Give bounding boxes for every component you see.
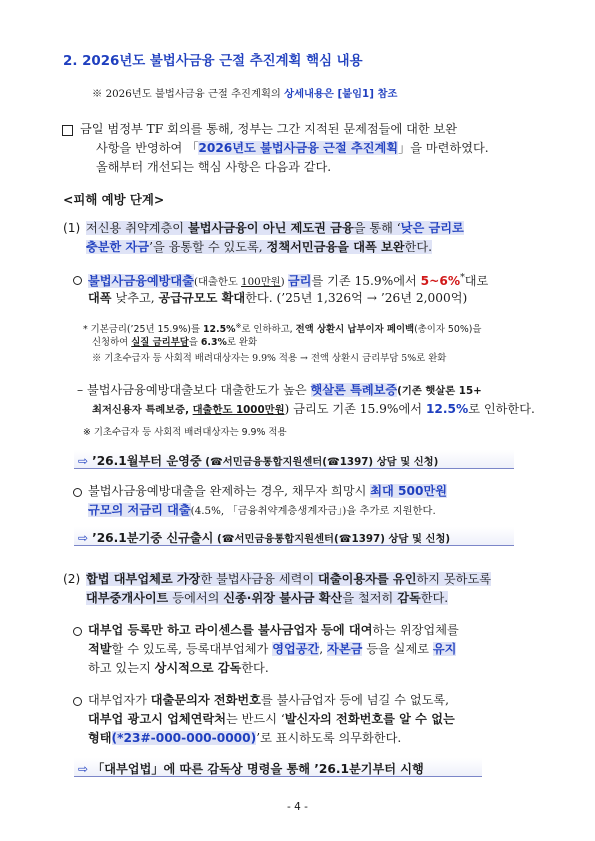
para1-line3: 올해부터 개선되는 핵심 사항은 다음과 같다.: [96, 160, 332, 174]
b3-l2-f: 등을 실제로: [362, 642, 433, 656]
circle-bullet-icon: [73, 627, 82, 636]
heading-prevention-stage: <피해 예방 단계>: [63, 192, 165, 207]
circle-bullet-icon: [73, 488, 82, 497]
b2-l1-b: 최대 500만원: [370, 484, 448, 498]
item2-l2-e: 감독: [397, 591, 421, 605]
item2-l1-b: 한 불법사금융 세력이: [200, 572, 319, 586]
b1-l1-b: (대출한도: [193, 276, 242, 289]
dash1-l2-a: 최저신용자 특례보증,: [92, 404, 193, 416]
b2-line1: [88, 483, 447, 499]
result-line-3-content: [78, 762, 424, 776]
fn1-line2: [92, 336, 257, 349]
fn1-l1-d: 로 인하하고,: [241, 324, 296, 336]
fn1-l2-b: 실질 금리부담: [131, 337, 189, 348]
fn1-l1-f: (총이자 50%)을: [414, 324, 482, 336]
item1-l1-c: 을 통해 ‘: [353, 221, 401, 235]
circle-bullet-icon: [73, 697, 82, 706]
result-line-2: [74, 527, 514, 546]
b1-l1-c: 100만원: [241, 276, 281, 289]
item1-l2-d: 한다.: [404, 240, 432, 254]
result-line-1: [74, 450, 514, 469]
b4-line3: [88, 730, 401, 746]
note-reference: [92, 87, 397, 101]
right-arrow-icon: ⇨: [78, 762, 89, 776]
item2-line1: [86, 571, 491, 587]
b1-l2-a: 대폭: [88, 291, 112, 305]
b1-l1-g: 5~6%: [420, 274, 461, 289]
item1-l1-d: 낮은 금리로: [400, 221, 464, 235]
item1-l2-c: 정책서민금융을 대폭 보완: [266, 240, 405, 254]
item2-l1-c: 대출이용자를 유인: [318, 572, 417, 586]
right-arrow-icon: ⇨: [78, 454, 89, 468]
item1-number: (1): [63, 221, 81, 235]
b4-line1: [88, 692, 449, 708]
b1-l2-d: 한다. (’25년 1,326억 → ’26년 2,000억): [245, 291, 468, 305]
item1-line1: [86, 220, 464, 236]
item2-l2-d: 을 철저히: [342, 591, 398, 605]
b3-l3-c: 한다.: [241, 661, 269, 675]
arrow2-a: ’26.1분기중 신규출시: [92, 531, 214, 545]
circle-bullet-icon: [73, 276, 82, 285]
dash1-l1-b: 햇살론 특례보증: [310, 383, 398, 397]
para1-line1: 금일 범정부 TF 회의를 통해, 정부는 그간 지적된 문제점들에 대한 보완: [80, 122, 458, 136]
b2-line2: [88, 502, 436, 518]
b1-l1-f: 를 기존 15.9%에서: [311, 274, 421, 289]
item2-l1-a: 합법 대부업체로 가장: [86, 572, 201, 586]
b3-l2-d: ,: [319, 642, 328, 656]
b2-l2-b: (4.5%, 「금융취약계층생계자금」)을 추가로 지원한다.: [190, 505, 436, 517]
dash1-l1-c: (기존 햇살론 15+: [397, 385, 482, 397]
item2-l2-b: 등에서의: [168, 591, 224, 605]
b3-l3-b: 상시적으로 감독: [154, 661, 242, 675]
para1-line2-b: 」을 마련하였다.: [398, 141, 489, 155]
para1-line2-a: 사항을 반영하여 「: [96, 141, 199, 155]
checkbox-square-bullet: [62, 125, 73, 136]
b3-l2-c: 영업공간: [272, 642, 320, 656]
b1-l2-c: 공급규모도 확대: [158, 291, 246, 305]
section-title: 2. 2026년도 불법사금융 근절 추진계획 핵심 내용: [63, 54, 363, 69]
result-line-2-content: [78, 531, 450, 545]
item2-l1-d: 하지 못하도록: [416, 572, 491, 586]
b4-l1-c: 를 불사금업자 등에 넘길 수 없도록,: [260, 693, 450, 707]
fn1-l2-c: 을: [188, 337, 201, 348]
b3-line2: [88, 641, 456, 657]
arrow1-b: (☎서민금융통합지원센터(☎1397) 상담 및 신청): [201, 456, 439, 468]
fn1-l1-a: * 기본금리(’25년 15.9%)를: [83, 324, 203, 336]
b1-l1-h: *: [460, 272, 465, 283]
b3-line3: [88, 660, 269, 676]
note-reference-text: ※ 2026년도 불법사금융 근절 추진계획의: [92, 88, 285, 100]
b1-l1-a: 불법사금융예방대출: [88, 274, 194, 289]
dash1-l1-a: – 불법사금융예방대출보다 대출한도가 높은: [77, 383, 311, 397]
b3-l2-e: 자본금: [327, 642, 363, 656]
fn1-l2-e: 로 완화: [226, 337, 258, 348]
dash1-l2-e: 로 인하한다.: [468, 402, 535, 416]
b2-l1-a: 불법사금융예방대출을 완제하는 경우, 채무자 희망시: [88, 484, 371, 498]
b3-l1-b: 하는 위장업체를: [372, 623, 459, 637]
b4-l2-b: 는 반드시 ‘: [226, 712, 285, 726]
b4-line2: [88, 711, 455, 727]
b3-l3-a: 하고 있는지: [88, 661, 155, 675]
b1-l1-e: 금리: [287, 274, 312, 289]
fn1-l1-c: ※: [235, 322, 242, 330]
b4-l2-a: 대부업 광고시 업체연락처: [88, 712, 226, 726]
b1-l2-b: 낮추고,: [111, 291, 159, 305]
note-reference-bold: 상세내용은 [붙임1] 참조: [284, 88, 398, 100]
arrow1-a: ’26.1월부터 운영중: [92, 454, 202, 468]
item2-line2: [86, 590, 448, 606]
fn1-l1-b: 12.5%: [202, 324, 236, 336]
fn1-l1-e: 전액 상환시 납부이자 페이백: [295, 324, 415, 336]
dash1-l2-c: ) 금리도 기존 15.9%에서: [284, 402, 426, 416]
b1-line2: [88, 290, 467, 306]
b4-l3-b: (*23#-000-000-0000): [111, 731, 257, 745]
b2-l2-a: 규모의 저금리 대출: [88, 503, 191, 517]
result-line-3: [74, 758, 482, 777]
item2-l2-c: 신종·위장 불사금 확산: [223, 591, 343, 605]
b3-l2-b: 할 수 있도록, 등록대부업체가: [111, 642, 273, 656]
b4-l2-c: 발신자의 전화번호를 알 수 없는: [284, 712, 455, 726]
item1-l2-b: ’을 융통할 수 있도록,: [149, 240, 267, 254]
b3-l2-a: 적발: [88, 642, 112, 656]
item1-l1-a: 저신용 취약계층이: [86, 221, 188, 235]
b3-line1: [88, 622, 459, 638]
para1-line2: [96, 140, 489, 156]
item2-l2-f: 한다.: [420, 591, 449, 605]
plan-title-highlight: 2026년도 불법사금융 근절 추진계획: [198, 141, 399, 155]
arrow2-b: (☎서민금융통합지원센터(☎1397) 상담 및 신청): [213, 533, 451, 545]
arrow3-a: 「대부업법」에 따른 감독상 명령을 통해 ’26.1분기부터 시행: [92, 762, 424, 776]
item1-line2: [86, 239, 432, 255]
b4-l1-a: 대부업자가: [88, 693, 151, 707]
dash1-line2: [92, 401, 535, 417]
b4-l1-b: 대출문의자 전화번호: [150, 693, 261, 707]
right-arrow-icon: ⇨: [78, 531, 89, 545]
item2-l2-a: 대부중개사이트: [86, 591, 169, 605]
fn1-l2-d: 6.3%: [200, 337, 227, 348]
fn1-line1: [83, 320, 481, 336]
item1-l2-a: 충분한 자금: [86, 240, 150, 254]
dash1-l2-b: 대출한도 1000만원: [192, 404, 285, 416]
b1-l1-i: 대로: [464, 274, 489, 289]
dash1-note: ※ 기초수급자 등 사회적 배려대상자는 9.9% 적용: [83, 427, 287, 438]
fn1-l2-a: 신청하여: [92, 337, 132, 348]
b4-l3-c: ’로 표시하도록 의무화한다.: [256, 731, 402, 745]
page-number: - 4 -: [287, 801, 308, 813]
item2-number: (2): [63, 572, 81, 586]
result-line-1-content: [78, 454, 438, 468]
dash1-l2-d: 12.5%: [425, 402, 469, 416]
b1-l1-d: ): [280, 276, 288, 289]
b4-l3-a: 형태: [88, 731, 112, 745]
dash1-line1: [77, 382, 482, 398]
b3-l1-a: 대부업 등록만 하고 라이센스를 불사금업자 등에 대여: [88, 623, 373, 637]
item1-l1-b: 불법사금융이 아닌 제도권 금융: [187, 221, 354, 235]
b3-l2-g: 유지: [432, 642, 457, 656]
fn1-line3: ※ 기초수급자 등 사회적 배려대상자는 9.9% 적용 → 전액 상환시 금리부담 5%로 완화: [92, 353, 447, 364]
b1-line1: [88, 271, 488, 289]
